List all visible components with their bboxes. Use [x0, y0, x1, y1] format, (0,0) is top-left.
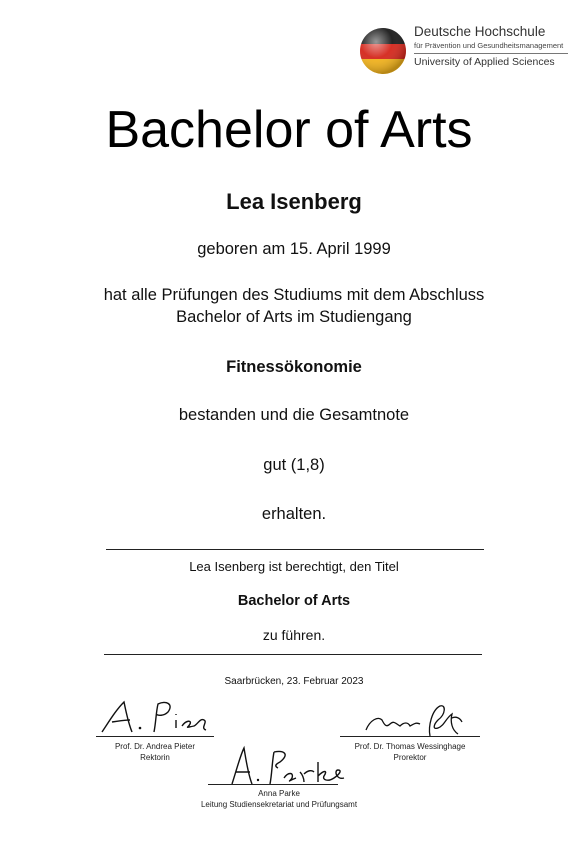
rector-signature-line: [96, 736, 214, 737]
university-logo: [358, 24, 578, 80]
registrar-name: Anna Parke: [258, 789, 300, 798]
birth-line: geboren am 15. April 1999: [197, 240, 391, 258]
degree-title: Bachelor of Arts: [105, 101, 473, 159]
entitled-title: Bachelor of Arts: [237, 593, 351, 609]
rector-name: Prof. Dr. Andrea Pieter: [114, 742, 196, 751]
passed-line: bestanden und die Gesamtnote: [178, 406, 410, 424]
divider-bottom: [104, 654, 482, 655]
exams-statement: [0, 284, 588, 328]
logo-name: Deutsche Hochschule: [414, 24, 546, 39]
globe-logo-icon: [358, 26, 408, 76]
prorector-name: Prof. Dr. Thomas Wessinghage: [354, 742, 466, 751]
lead-line: zu führen.: [262, 627, 326, 643]
prorector-signature-line: [340, 736, 480, 737]
prorector-role: Prorektor: [393, 753, 427, 762]
exams-line-1: hat alle Prüfungen des Studiums mit dem Abschluss: [103, 286, 485, 304]
logo-university: University of Applied Sciences: [414, 56, 555, 68]
prorector-caption: [334, 741, 486, 763]
rector-caption: [80, 741, 230, 763]
place-date: Saarbrücken, 23. Februar 2023: [224, 676, 364, 687]
final-grade: gut (1,8): [263, 456, 325, 474]
rector-signature: [96, 694, 218, 738]
rector-role: Rektorin: [140, 753, 170, 762]
graduate-name: Lea Isenberg: [226, 189, 362, 214]
program-name: Fitnessökonomie: [226, 358, 362, 376]
registrar-role: Leitung Studiensekretariat und Prüfungsamt: [200, 800, 358, 809]
logo-divider: [414, 53, 568, 54]
divider-top: [106, 549, 484, 550]
logo-subtitle: für Prävention und Gesundheitsmanagement: [414, 41, 564, 50]
registrar-signature-line: [208, 784, 338, 785]
entitled-line: Lea Isenberg ist berechtigt, den Titel: [189, 559, 399, 574]
exams-line-2: Bachelor of Arts im Studiengang: [176, 308, 412, 326]
prorector-signature: [362, 700, 472, 740]
registrar-caption: [174, 788, 384, 810]
received-line: erhalten.: [261, 505, 327, 523]
